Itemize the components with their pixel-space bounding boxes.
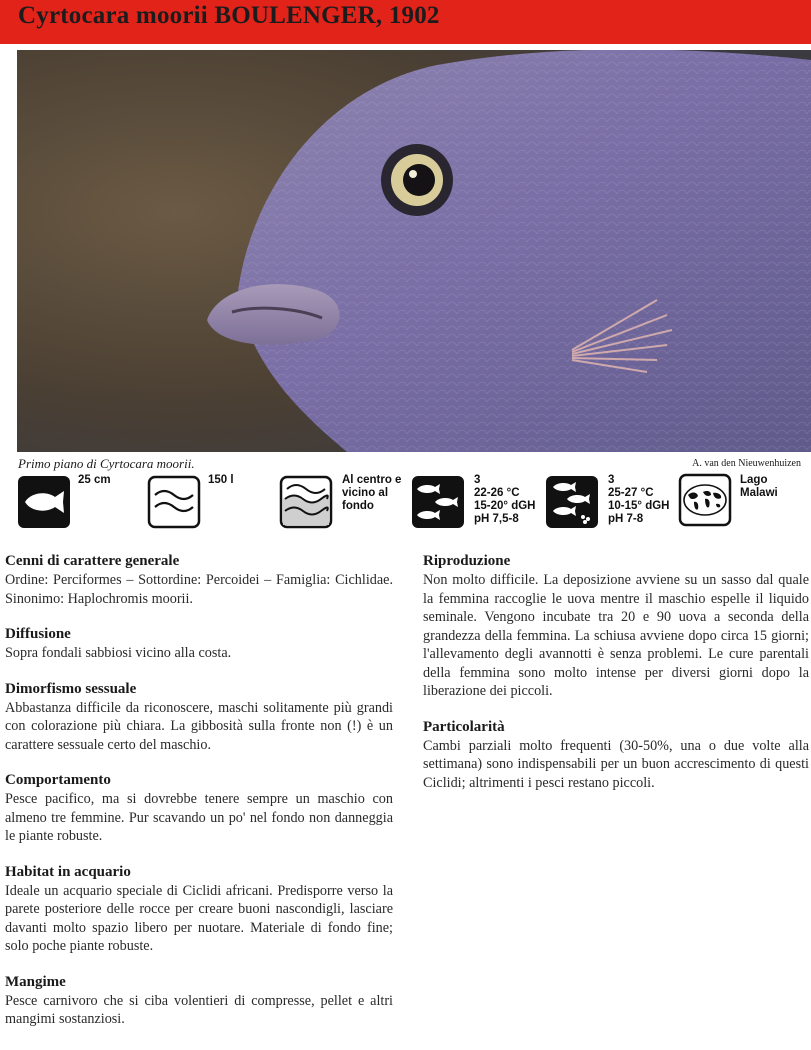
section-distribution [5, 625, 393, 663]
section-particulars [423, 718, 809, 793]
swim-zone-label: Al centro e vicino al fondo [342, 474, 402, 512]
section-heading: Comportamento [5, 772, 111, 788]
origin-label: Lago Malawi [740, 474, 778, 499]
section-general [5, 552, 393, 608]
section-dimorphism [5, 680, 393, 755]
section-text: Pesce carnivoro che si ciba volentieri di compresse, pellet e altri mangimi sostanziosi. [5, 992, 393, 1027]
section-heading: Dimorfismo sessuale [5, 680, 137, 697]
size-icon [17, 475, 71, 529]
section-habitat [5, 863, 393, 956]
fish-head-illustration [17, 50, 811, 452]
maintenance-fish-icon [411, 475, 465, 529]
section-text: Ideale un acquario speciale di Ciclidi africani. Predisporre verso la parete posteriore delle rocce per creare buoni nascondigli, lasciare davanti molto spazio libero per nuotare. Materiale di fondo fine; solo poche piante robuste. [5, 882, 393, 954]
swim-zone-icon [279, 475, 333, 529]
left-column [5, 552, 393, 1046]
fish-photo [17, 50, 811, 452]
section-heading: Diffusione [5, 626, 71, 642]
breeding-fish-icon [545, 475, 599, 529]
section-heading: Particolarità [423, 718, 505, 735]
tank-volume-icon [147, 475, 201, 529]
maintenance-label: 3 22-26 °C 15-20° dGH pH 7,5-8 [474, 474, 536, 525]
section-text: Non molto difficile. La deposizione avviene su un sasso dal quale la femmina raccoglie le uova mentre il maschio espelle il liquido seminale. Vengono incubate tra 20 e 90 uova a seconda della grandezza della femmina. La schiusa avviene dopo circa 15 giorni; l'allevamento degli avannotti è senza problemi. Le cure parentali della femmina sono molto intense per diversi giorni dopo la liberazione dei piccoli. [423, 572, 809, 699]
section-text: Abbastanza difficile da riconoscere, maschi solitamente più grandi con colorazione più chiara. La gibbosità sulla fronte non (!) è un carattere sessuale certo del maschio. [5, 699, 393, 753]
section-heading: Riproduzione [423, 553, 511, 569]
section-heading: Cenni di carattere generale [5, 553, 180, 569]
right-column [423, 552, 809, 809]
section-text: Pesce pacifico, ma si dovrebbe tenere sempre un maschio con almeno tre femmine. Pur scavando un po' nel fondo non danneggia le piante robuste. [5, 791, 393, 844]
section-heading: Mangime [5, 973, 66, 990]
section-text: Cambi parziali molto frequenti (30-50%, una o due volte alla settimana) sono indispensabili per un buon accrescimento di questi Ciclidi; altrimenti i pesci restano piccoli. [423, 737, 809, 791]
section-text: Ordine: Perciformes – Sottordine: Percoidei – Famiglia: Cichlidae. Sinonimo: Haplochromis moorii. [5, 572, 393, 607]
section-heading: Habitat in acquario [5, 863, 131, 880]
size-label: 25 cm [78, 474, 111, 486]
title-bar [0, 0, 811, 44]
section-reproduction [423, 552, 809, 701]
breeding-label: 3 25-27 °C 10-15° dGH pH 7-8 [608, 474, 670, 525]
section-text: Sopra fondali sabbiosi vicino alla costa. [5, 645, 232, 661]
section-behaviour [5, 771, 393, 846]
world-map-icon [678, 473, 732, 527]
volume-label: 150 l [208, 474, 234, 486]
page-title: Cyrtocara moorii BOULENGER, 1902 [18, 2, 440, 29]
section-food [5, 973, 393, 1029]
photo-credit: A. van den Nieuwenhuizen [692, 458, 801, 469]
photo-caption: Primo piano di Cyrtocara moorii. [18, 456, 195, 471]
